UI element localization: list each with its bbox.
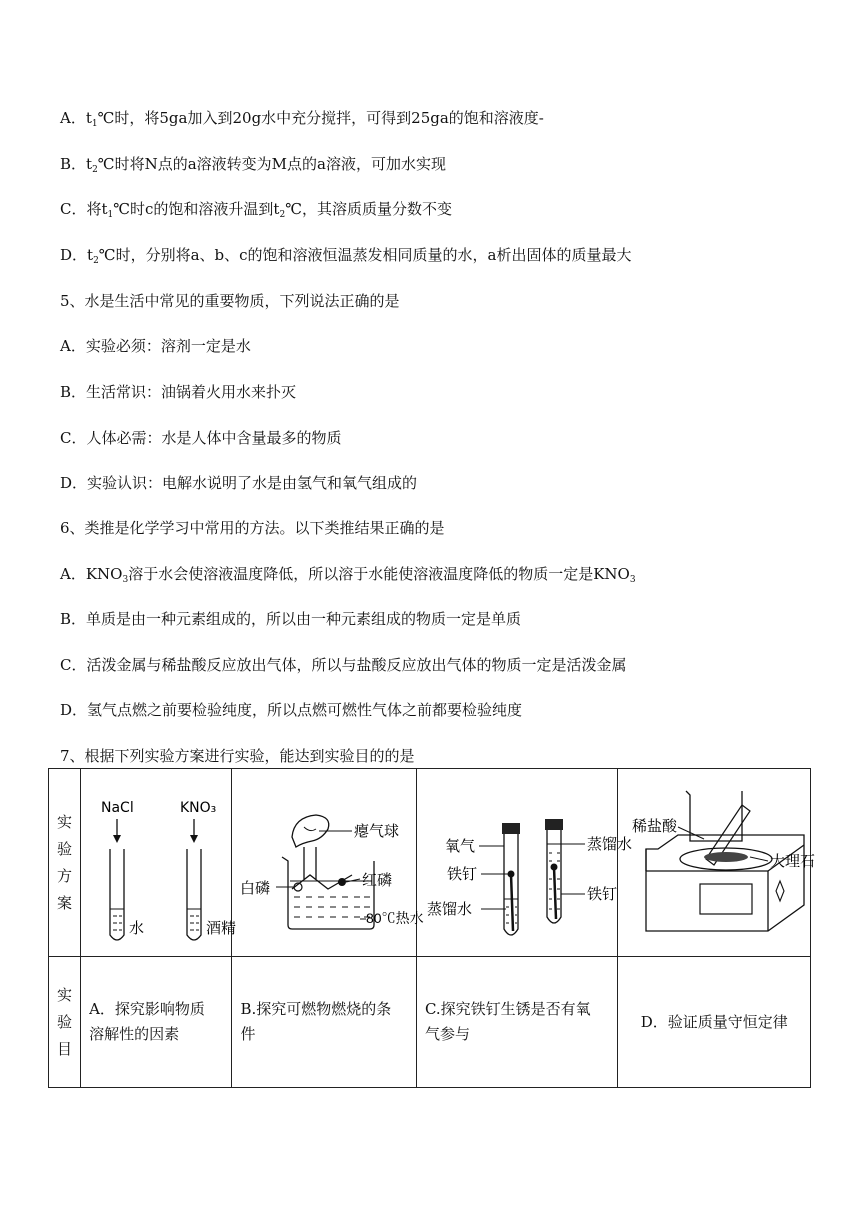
text: A．t <box>60 109 92 127</box>
rusting-test-tubes-figure <box>417 769 632 956</box>
hot-water-label: 80℃热水 <box>366 910 425 926</box>
subscript: 1 <box>107 210 114 220</box>
row-header-goal <box>49 957 81 1088</box>
text: ℃，其溶质质量分数不变 <box>285 200 452 218</box>
nail-label-2: 铁钉 <box>586 886 617 903</box>
text: A．KNO <box>60 565 123 583</box>
header-char: 案 <box>57 893 73 912</box>
goal-text: C.探究铁钉生锈是否有氧 <box>424 1000 591 1018</box>
alcohol-label: 酒精 <box>206 921 237 937</box>
subscript: 1 <box>91 119 98 129</box>
subscript: 2 <box>279 210 286 220</box>
marble-label: 大理石 <box>770 853 816 870</box>
text: 溶于水会使溶液温度降低，所以溶于水能使溶液温度降低的物质一定是KNO <box>128 565 630 583</box>
q4-option-d <box>60 245 631 265</box>
q4-option-a <box>60 108 544 128</box>
header-char: 实 <box>57 985 73 1004</box>
combustion-beaker-figure <box>232 769 425 956</box>
goal-cell-d <box>618 957 811 1088</box>
subscript: 3 <box>122 575 129 585</box>
subscript: 2 <box>92 165 98 175</box>
q5-option-c: C．人体必需：水是人体中含量最多的物质 <box>60 429 342 447</box>
distilled-water-label-1: 蒸馏水 <box>426 901 472 918</box>
text: ℃时，将5ga加入到20g水中充分搅拌，可得到25ga的饱和溶液度- <box>97 109 544 127</box>
white-phosphorus-label: 白磷 <box>240 880 271 897</box>
header-char: 方 <box>57 866 73 885</box>
q7-stem: 7、根据下列实验方案进行实验，能达到实验目的的是 <box>60 747 415 765</box>
q4-option-b <box>60 154 446 174</box>
goal-cell-b <box>232 957 416 1088</box>
solubility-test-tubes-figure <box>81 769 237 956</box>
q4-option-c <box>60 199 452 219</box>
text: D．t <box>60 246 94 264</box>
table-row-goal <box>49 957 811 1088</box>
text: ℃时，分别将a、b、c的饱和溶液恒温蒸发相同质量的水，a析出固体的质量最大 <box>98 246 632 264</box>
scheme-cell-d <box>618 769 816 957</box>
kno3-label: KNO₃ <box>180 800 217 816</box>
scheme-cell-a <box>81 769 237 957</box>
subscript: 2 <box>93 256 99 266</box>
table-row-scheme <box>49 769 811 957</box>
q5-option-d: D．实验认识：电解水说明了水是由氢气和氧气组成的 <box>60 474 418 492</box>
scheme-cell-c <box>416 769 632 957</box>
acid-label: 稀盐酸 <box>632 818 678 835</box>
balance-figure <box>618 769 816 956</box>
nail-label-1: 铁钉 <box>446 866 477 883</box>
distilled-water-label-2: 蒸馏水 <box>586 836 632 853</box>
row-header-scheme <box>49 769 81 957</box>
text: ℃时c的饱和溶液升温到t <box>113 200 280 218</box>
q6-option-d: D．氢气点燃之前要检验纯度，所以点燃可燃性气体之前都要检验纯度 <box>60 701 523 719</box>
subscript: 3 <box>629 575 636 585</box>
header-char: 验 <box>57 1012 73 1031</box>
goal-cell-a <box>81 957 232 1088</box>
q6-option-a <box>60 564 636 584</box>
nacl-label: NaCl <box>101 800 134 816</box>
q6-option-c: C．活泼金属与稀盐酸反应放出气体，所以与盐酸反应放出气体的物质一定是活泼金属 <box>60 656 627 674</box>
q6-stem: 6、类推是化学学习中常用的方法。以下类推结果正确的是 <box>60 519 445 537</box>
text: ℃时将N点的a溶液转变为M点的a溶液，可加水实现 <box>97 155 446 173</box>
goal-text: 溶解性的因素 <box>89 1025 180 1043</box>
text: C．将t <box>60 200 108 218</box>
goal-text: D．验证质量守恒定律 <box>640 1012 788 1031</box>
q6-option-b: B．单质是由一种元素组成的，所以由一种元素组成的物质一定是单质 <box>60 610 522 628</box>
red-phosphorus-label: 红磷 <box>362 872 393 889</box>
text: B．t <box>60 155 93 173</box>
header-char: 实 <box>57 812 73 831</box>
goal-text: B.探究可燃物燃烧的条 <box>240 1000 392 1018</box>
q5-option-a: A．实验必须：溶剂一定是水 <box>60 337 251 355</box>
goal-text: 气参与 <box>424 1025 470 1043</box>
goal-text: 件 <box>240 1025 256 1043</box>
goal-cell-c <box>416 957 618 1088</box>
scheme-cell-b <box>232 769 425 957</box>
q5-option-b: B．生活常识：油锅着火用水来扑灭 <box>60 383 297 401</box>
oxygen-label: 氧气 <box>444 838 475 855</box>
experiment-table <box>48 768 816 1088</box>
header-char: 验 <box>57 839 73 858</box>
goal-text: A．探究影响物质 <box>89 1000 205 1018</box>
water-label: 水 <box>129 921 145 937</box>
q5-stem: 5、水是生活中常见的重要物质，下列说法正确的是 <box>60 292 400 310</box>
balloon-label: 瘪气球 <box>354 823 400 840</box>
header-char: 目 <box>57 1039 73 1058</box>
